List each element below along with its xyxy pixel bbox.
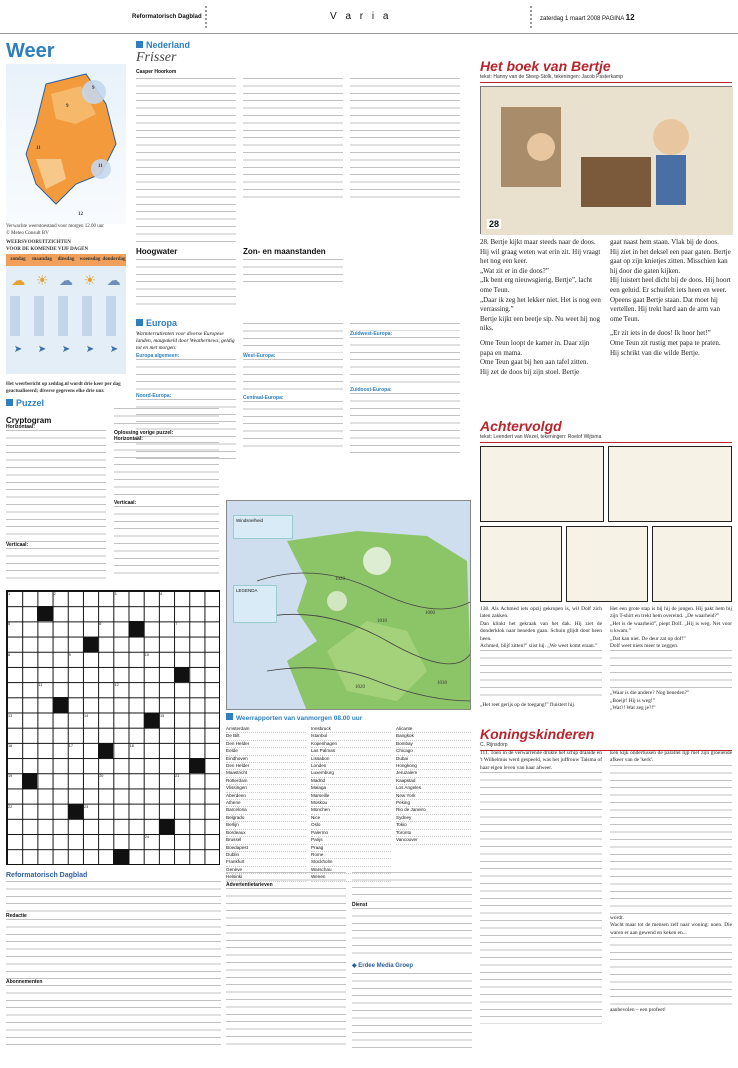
- temperature-bars: [10, 296, 122, 336]
- europa-text-col: [350, 323, 460, 463]
- map-legend-wind: [233, 515, 293, 539]
- isobar-label: 1000: [425, 611, 435, 616]
- crossword-number: 19: [8, 774, 13, 779]
- weer-row: Peking: [396, 800, 471, 807]
- europa-sub-label: Zuidwest-Europa:: [350, 331, 393, 337]
- weer-row: Palermo: [311, 830, 391, 837]
- paragraph: Hij ziet in het deksel een paar gaten. Bertje gaat op zijn knietjes zitten. Misschien kan hij door die gaten kijken.: [610, 247, 731, 275]
- paragraph: Ome Teun loopt de kamer in. Daar zijn papa en mama.: [480, 338, 590, 357]
- weer-row: Malaga: [311, 785, 391, 792]
- paragraph: 111. Toen in de verwarrende drukte het schip draaide en 't Wilhelmus werd gespeeld, was het juffrouw Talsma of haar eigen leven van haar afweer.: [480, 750, 602, 771]
- weer-row: Helsinki: [226, 874, 306, 881]
- weer-row: Bordeaux: [226, 830, 306, 837]
- weer-row: Kopenhagen: [311, 741, 391, 748]
- paragraph: Hij luistert heel dicht bij de doos. Hij hoort een geluid. Er schuifelt iets heen en weer.: [610, 276, 731, 294]
- crossword-number: 23: [84, 804, 89, 809]
- comic-panel: [608, 446, 732, 522]
- paragraph: Bertje kijkt een beetje sip. Nu weet hij nog niks.: [480, 314, 600, 333]
- hoogwater-title: Hoogwater: [136, 247, 178, 256]
- weer-row: Moskou: [311, 800, 391, 807]
- crossword-grid[interactable]: [6, 590, 220, 865]
- advertenties-title: Advertentietarieven: [226, 882, 273, 888]
- forecast-day: woensdag: [79, 257, 101, 262]
- paragraph: 138. Als Achmed iets opzij gekropen is, wil Dolf zich laten zakken.: [480, 606, 602, 620]
- weer-row: Berlijn: [226, 822, 306, 829]
- weer-row: Bombay: [396, 741, 471, 748]
- weer-row: New York: [396, 793, 471, 800]
- forecast-day: donderdag: [102, 257, 126, 262]
- weer-row: Los Angeles: [396, 785, 471, 792]
- crossword-block: [159, 819, 174, 834]
- crossword-block: [189, 758, 204, 773]
- crossword-number: 12: [114, 683, 119, 688]
- forecast-table: [6, 254, 126, 374]
- europa-sub-label: Centraal-Europa:: [243, 395, 284, 401]
- weer-row: Dublin: [226, 852, 306, 859]
- weer-row: Genève: [226, 867, 306, 874]
- achtervolgd-col1: [480, 606, 602, 710]
- koningskinderen-byline: C. Rijnsdorp: [480, 742, 732, 751]
- crossword-number: 24: [144, 835, 150, 840]
- forecast-day: dinsdag: [57, 257, 75, 262]
- weer-row: Vancouver: [396, 837, 471, 844]
- weer-row: Sydney: [396, 815, 471, 822]
- weer-row: Parijs: [311, 837, 391, 844]
- paragraph: Ome Teun zit rustig met papa te praten.: [610, 338, 721, 347]
- paragraph: „Wat?! Wat zeg je?!”: [610, 705, 656, 712]
- paragraph: „Ik bent erg nieuwsgierig, Bertje”, lacht ome Teun.: [480, 276, 593, 294]
- bertje-col1: [480, 238, 602, 377]
- paragraph: „Boeijt! Hij is weg!”: [610, 697, 656, 704]
- cloud-sun-icon: ☀: [35, 273, 49, 289]
- paragraph: „Waar is die andere? Nog beneden?”: [610, 690, 690, 697]
- weer-title: Weer: [6, 40, 55, 62]
- weer-row: Frankfurt: [226, 859, 306, 866]
- crossword-block: [129, 621, 144, 636]
- wind-icon: ➤: [13, 343, 23, 355]
- crossword-number: 6: [99, 622, 102, 627]
- solution-verticaal: Verticaal:: [114, 500, 137, 506]
- crossword-number: 13: [8, 713, 13, 718]
- weer-row: Wenen: [311, 874, 391, 881]
- nederland-author: Casper Hoorkom: [136, 69, 177, 75]
- weer-row: Belgrado: [226, 815, 306, 822]
- paragraph: wordt.: [610, 914, 624, 921]
- nederland-text-col: [350, 78, 460, 198]
- nederland-section: Nederland: [136, 40, 471, 50]
- paragraph: Hij zet de doos bij zijn stoel. Bertje: [480, 367, 580, 376]
- forecast-day: maandag: [32, 257, 52, 262]
- weer-row: Toronto: [396, 830, 471, 837]
- forecast-title: [6, 240, 126, 253]
- weer-row: Boedapest: [226, 845, 306, 852]
- weer-row: Aberdeen: [226, 793, 306, 800]
- wind-icon: ➤: [109, 343, 119, 355]
- weer-row: Kaapstad: [396, 778, 471, 785]
- crossword-number: 21: [175, 774, 180, 779]
- brand-icon: ◆: [352, 963, 357, 969]
- zon-maan-title: Zon- en maanstanden: [243, 247, 326, 256]
- paragraph: Wacht maar tot de mensen zelf naar woning: noen. Die waren er aan gewend en keken en...: [610, 922, 732, 936]
- page-date: zaterdag 1 maart 2008 PAGINA 12: [540, 13, 635, 22]
- europe-weather-map: [226, 500, 471, 710]
- dienst-block: [352, 872, 472, 1062]
- achtervolgd-title: Achtervolgd: [480, 418, 562, 434]
- paragraph: Ome Teun gaat bij hen aan tafel zitten.: [480, 358, 589, 367]
- crossword-number: 18: [129, 744, 134, 748]
- dienst-title: Dienst: [352, 902, 368, 908]
- weer-block: [6, 40, 126, 63]
- weer-row: Londen: [311, 763, 391, 770]
- paragraph: Dan klinkt het gekraak van het dak. Hij ziet de donderklok naar beneden gaan. Schuin glijdt door heen heen.: [480, 620, 602, 642]
- crossword-block: [113, 849, 128, 864]
- crossword-block: [174, 667, 189, 682]
- forecast-day: zondag: [10, 257, 26, 262]
- weer-row: Nice: [311, 815, 391, 822]
- crossword-number: 16: [8, 744, 13, 748]
- koningskinderen-col1: [480, 750, 602, 1024]
- illustration-icon: [481, 87, 733, 235]
- solution-horizontaal: Horizontaal:: [114, 436, 143, 442]
- wind-icon: ➤: [37, 343, 47, 355]
- weer-row: Amsterdam: [226, 726, 306, 733]
- europa-lead: Warmterrutienten voor diverse Europese landen, maupakeld door Weathernews, geldig tot en met morgen:: [136, 331, 235, 351]
- weer-row: Dubai: [396, 756, 471, 763]
- header-divider: [530, 6, 532, 28]
- paragraph: „Daar ik zeg het lekker niet. Het is nog een verrassing.”: [480, 295, 601, 314]
- weer-row: Brussel: [226, 837, 306, 844]
- wind-icon: ➤: [85, 343, 95, 355]
- crossword-number: 9: [68, 652, 71, 657]
- paragraph: Dolf weet niets meer te zeggen.: [610, 643, 679, 650]
- weer-row: Vlissingen: [226, 785, 306, 792]
- weer-row: Las Palmas: [311, 748, 391, 755]
- europa-sub-label: Europa algemeen:: [136, 353, 180, 359]
- achtervolgd-col2: [610, 606, 732, 713]
- nederland-headline: Frisser: [136, 50, 177, 65]
- weer-row: Stockholm: [311, 859, 391, 866]
- paragraph: „Het is de waarheid”, piept Dolf. „Hij is weg. Net voor u kwam.”: [610, 620, 732, 635]
- map-temp: 11: [98, 164, 103, 169]
- crossword-number: 7: [175, 622, 178, 627]
- puzzel-section: Puzzel: [6, 398, 221, 408]
- weer-row: Rome: [311, 852, 391, 859]
- crossword-block: [144, 713, 159, 728]
- weer-cities-col: [311, 726, 391, 882]
- legend-title: LEGENDA: [236, 588, 258, 593]
- weer-row: Marseille: [311, 793, 391, 800]
- weer-row: Praag: [311, 845, 391, 852]
- map-temp: 9: [66, 104, 69, 109]
- europa-section: Europa: [136, 318, 471, 328]
- weer-row: Chicago: [396, 748, 471, 755]
- weer-row: De Bilt: [226, 733, 306, 740]
- weer-row: Maastricht: [226, 770, 306, 777]
- crossword-number: 22: [8, 804, 13, 809]
- nederland-block: [136, 40, 471, 75]
- weer-row: Eelde: [226, 748, 306, 755]
- zon-maan-text: [243, 259, 343, 285]
- map-caption-line: Verwachte weerstoestand voor morgen 12.00 uur: [6, 224, 104, 229]
- europa-sub-label: Noord-Europa:: [136, 393, 172, 399]
- weer-row: Hongkong: [396, 763, 471, 770]
- puzzel-title: Cryptogram: [6, 416, 52, 425]
- paragraph: gaat naast hem staan. Vlak bij de doos.: [610, 238, 719, 246]
- paragraph: aanbevolen – een profeet!: [610, 1007, 666, 1014]
- crossword-number: 20: [99, 774, 104, 779]
- colofon-abonnementen: Abonnementen: [6, 979, 43, 985]
- achtervolgd-block: [480, 418, 732, 443]
- crossword-number: 2: [53, 592, 56, 596]
- weer-row: Tokio: [396, 822, 471, 829]
- weer-row: Istanbul: [311, 733, 391, 740]
- weerrapporten-table: [226, 726, 471, 886]
- crossword-number: 5: [8, 622, 11, 627]
- comic-panel: [652, 526, 732, 602]
- cloud-sun-icon: ☀: [83, 273, 97, 289]
- bertje-illustration: [480, 86, 732, 234]
- page-header: [0, 0, 738, 34]
- map-temp: 9: [92, 86, 95, 91]
- crossword-number: 17: [68, 744, 74, 748]
- crossword-number: 8: [8, 652, 11, 657]
- weather-map: [6, 64, 126, 224]
- bertje-block: [480, 58, 732, 83]
- colofon-redactie: Redactie: [6, 913, 27, 919]
- comic-panel: [480, 526, 562, 602]
- weer-row: Rio de Janeiro: [396, 807, 471, 814]
- crossword-number: 1: [8, 592, 11, 596]
- legend-title: Windsnelheid: [236, 518, 264, 523]
- crossword-number: 10: [144, 652, 150, 657]
- hoogwater-text: [136, 259, 236, 309]
- isobar-label: 1020: [355, 685, 365, 690]
- weerrapporten-title: Weerrapporten van vanmorgen 08.00 uur: [226, 713, 471, 722]
- cloud-sun-icon: ☁: [11, 273, 26, 289]
- paragraph: Het een grote stap is bij hij de jongen. Hij pakt hem bij zijn T-shirt en trekt hem overeind. „De waarheid?”: [610, 606, 732, 620]
- crossword-block: [83, 637, 98, 652]
- comic-panel: [480, 446, 604, 522]
- colofon-title: Reformatorisch Dagblad: [6, 872, 88, 879]
- crossword-block: [37, 606, 52, 621]
- crossword-block: [98, 743, 113, 758]
- puzzel-solution-col: [114, 408, 219, 588]
- map-caption-line: © Meteo Consult BV: [6, 230, 49, 236]
- comic-strip: [480, 446, 732, 602]
- paragraph: Achmed, blijf zitten!” siist hij. „We weet komt eraan.”: [480, 643, 598, 650]
- weer-row: Madrid: [311, 778, 391, 785]
- isobar-label: 1020: [335, 577, 345, 582]
- clues-verticaal: Verticaal:: [6, 542, 29, 548]
- crossword-block: [53, 697, 68, 712]
- crossword-number: 14: [84, 713, 89, 718]
- weer-cities-col: [226, 726, 306, 882]
- clues-horizontaal: Horizontaal:: [6, 424, 35, 430]
- crossword-number: 11: [38, 683, 43, 688]
- bertje-title: Het boek van Bertje: [480, 58, 611, 74]
- europa-sub-label: West-Europa:: [243, 353, 276, 359]
- europa-text-col: [243, 323, 343, 463]
- bertje-byline: tekst: Hanny van de Steeg-Stolk, tekeningen: Jacob Pasterkamp: [480, 74, 732, 83]
- weer-row: Athene: [226, 800, 306, 807]
- colofon-block: [6, 872, 221, 1062]
- comic-panel: [566, 526, 648, 602]
- weer-row: München: [311, 807, 391, 814]
- paragraph: „Het reet gerijs op de toegang!” fluistert hij.: [480, 702, 576, 709]
- cloud-rain-icon: ☁: [58, 273, 73, 289]
- weer-row: Den Helder: [226, 763, 306, 770]
- europa-sub-label: Zuidoost-Europa:: [350, 387, 392, 393]
- koningskinderen-col2: [610, 750, 732, 1014]
- weer-row: Luxemburg: [311, 770, 391, 777]
- nederland-text-col: [243, 78, 343, 198]
- illustration-number: 28: [489, 219, 500, 229]
- weer-row: Oslo: [311, 822, 391, 829]
- nederland-text-col: [136, 78, 236, 243]
- weer-row: Alicante: [396, 726, 471, 733]
- weer-row: Warschau: [311, 867, 391, 874]
- crossword-number: 15: [160, 713, 165, 718]
- cloud-icon: ☁: [106, 273, 121, 289]
- publication-name: Reformatorisch Dagblad: [132, 14, 202, 20]
- map-caption: [6, 224, 126, 237]
- paragraph: Een kijk ondertussen de parallel lijp met zijn groeiende afkeer van de 'kerk'.: [610, 750, 732, 764]
- crossword-block: [22, 773, 37, 788]
- crossword-number: 4: [160, 592, 163, 596]
- weer-row: Rotterdam: [226, 778, 306, 785]
- section-title: V a r i a: [330, 11, 392, 22]
- crossword-block: [68, 804, 83, 819]
- forecast-title-line: WEERSVOORUITZICHTEN: [6, 240, 71, 245]
- weer-row: Lissabon: [311, 756, 391, 763]
- map-temp: 11: [36, 146, 41, 151]
- paragraph: Hij schrikt van die wilde Bertje.: [610, 348, 700, 357]
- wind-icon: ➤: [61, 343, 71, 355]
- header-divider: [205, 6, 207, 28]
- weer-row: Barcelona: [226, 807, 306, 814]
- paragraph: „Dat kan niet. De deur zat op dof!”: [610, 635, 686, 642]
- paragraph: „Wat zit er in die doos?”: [480, 266, 549, 275]
- koningskinderen-block: [480, 726, 732, 751]
- achtervolgd-byline: tekst: Leendert van Wezel, tekeningen: Roelof Wijtsma: [480, 434, 732, 443]
- weer-row: Bangkok: [396, 733, 471, 740]
- crossword-number: 3: [114, 592, 117, 596]
- puzzel-clues-col: [6, 424, 106, 584]
- paragraph: „Er zit iets in de doos! Ik hoor het!”: [610, 329, 711, 338]
- koningskinderen-title: Koningskinderen: [480, 726, 595, 742]
- map-legend: [233, 585, 277, 623]
- weer-cities-col: [396, 726, 471, 845]
- bertje-col2: [610, 238, 732, 358]
- weer-row: Innsbruck: [311, 726, 391, 733]
- weer-row: Jeruzalem: [396, 770, 471, 777]
- advertenties-block: [226, 872, 346, 1062]
- map-temp: 12: [78, 212, 83, 217]
- paragraph: 28. Bertje kijkt maar steeds naar de doos. Hij wil graag weten wat erin zit. Hij vraagt het nog een keer.: [480, 238, 601, 266]
- paragraph: Opeens gaat Bertje staan. Dat moet hij vertellen. Hij trekt hard aan de arm van ome Teun.: [610, 295, 721, 323]
- solution-title: Oplossing vorige puzzel:: [114, 430, 174, 436]
- forecast-subtitle-line: VOOR DE KOMENDE VIJF DAGEN: [6, 246, 89, 252]
- isobar-label: 1030: [437, 681, 447, 686]
- brand-logo: ◆ Erdee Media Groep: [352, 963, 413, 969]
- weer-row: Eindhoven: [226, 756, 306, 763]
- weerrapporten-block: [226, 713, 471, 722]
- netherlands-map-icon: [6, 64, 126, 224]
- isobar-label: 1010: [377, 619, 387, 624]
- weer-row: Den Helder: [226, 741, 306, 748]
- weer-footer: Het weerbericht op zeddag.nl wordt drie keer per dag geactualiseerd; diverse gegevens elke drie uur.: [6, 382, 121, 394]
